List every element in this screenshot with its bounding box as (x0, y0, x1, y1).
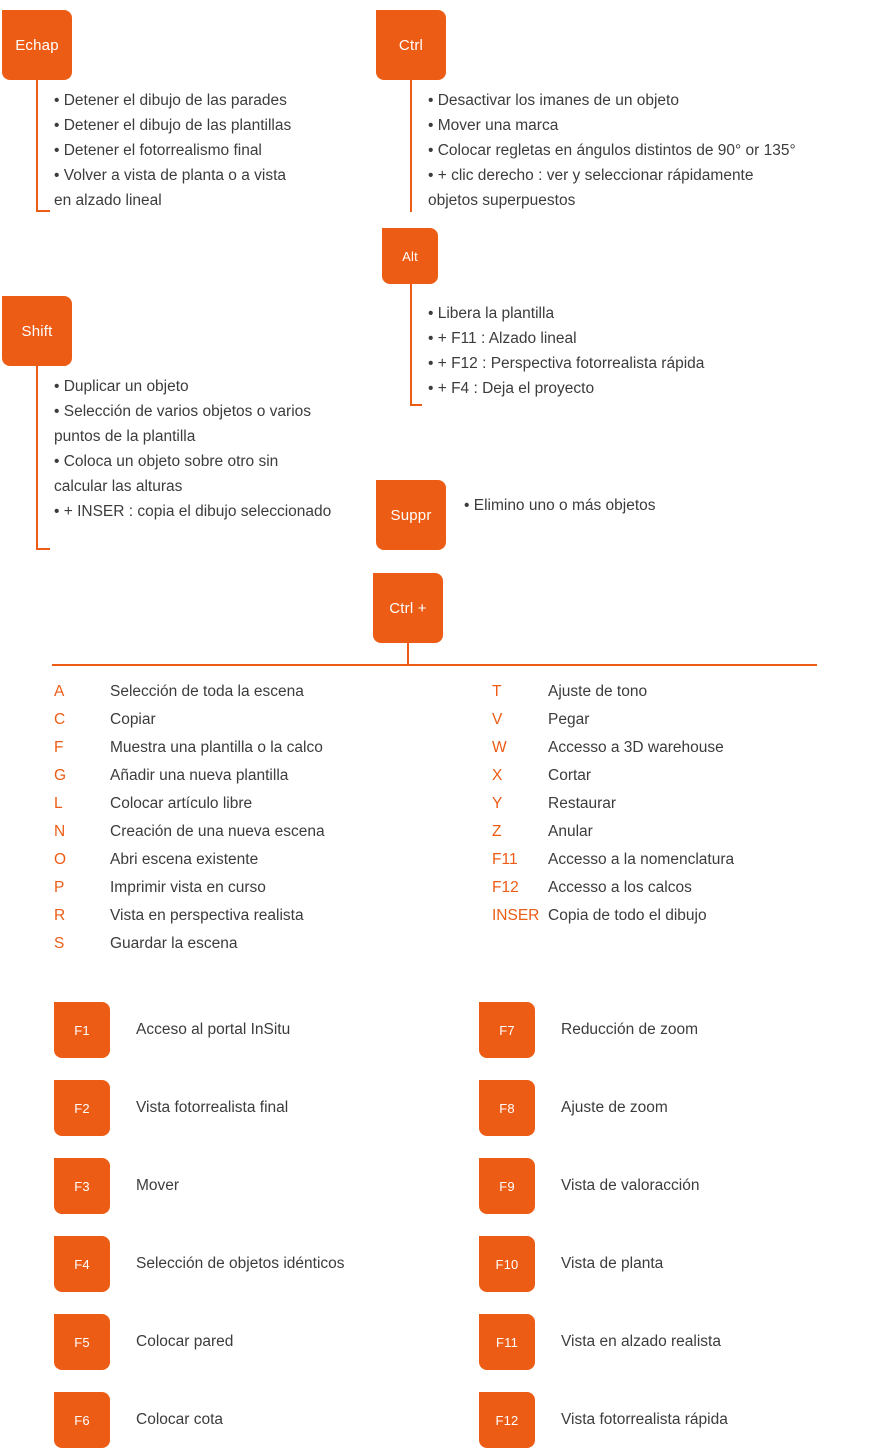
shift-line-1: • Selección de varios objetos o varios (54, 403, 312, 420)
fkey-item (479, 1158, 699, 1214)
shortcut-key: O (54, 851, 67, 868)
shortcut-key: V (492, 711, 503, 728)
shortcut-key: L (54, 795, 63, 812)
shortcut-desc: Restaurar (548, 795, 617, 812)
fkey-label: Ajuste de zoom (561, 1099, 668, 1116)
key-echap: Echap (2, 10, 72, 80)
shortcut-desc: Pegar (548, 711, 590, 728)
shortcut-row (54, 879, 454, 907)
ctrl-line-4: objetos superpuestos (428, 192, 576, 209)
shortcut-row (492, 879, 872, 907)
fkey-label: Vista de valoracción (561, 1177, 700, 1194)
ctrl-plus-left-column (54, 683, 454, 963)
shortcut-row (492, 711, 872, 739)
shortcut-desc: Selección de toda la escena (110, 683, 304, 700)
shortcut-key: F12 (492, 879, 519, 896)
fkey-item (54, 1392, 223, 1448)
shortcut-desc: Abri escena existente (110, 851, 259, 868)
ctrl-line-1: • Mover una marca (428, 117, 559, 134)
shortcut-key: W (492, 739, 507, 756)
shortcut-row (492, 795, 872, 823)
shortcut-key: R (54, 907, 66, 924)
shortcut-desc: Copia de todo el dibujo (548, 907, 707, 924)
shortcut-row (492, 851, 872, 879)
key-f5: F5 (54, 1314, 110, 1370)
shortcut-key: N (54, 823, 66, 840)
alt-line-3: • + F4 : Deja el proyecto (428, 380, 595, 397)
fkey-label: Colocar cota (136, 1411, 224, 1428)
shortcut-key: A (54, 683, 65, 700)
ctrl-line-0: • Desactivar los imanes de un objeto (428, 92, 679, 109)
shortcut-key: T (492, 683, 502, 700)
fkey-item (54, 1236, 345, 1292)
key-f9: F9 (479, 1158, 535, 1214)
suppr-bullets (464, 493, 844, 518)
fkey-label: Vista de planta (561, 1255, 664, 1272)
shortcut-desc: Accesso a la nomenclatura (548, 851, 735, 868)
ctrl-plus-divider (52, 664, 817, 666)
key-f7: F7 (479, 1002, 535, 1058)
ctrl-plus-right-column (492, 683, 872, 935)
fkey-item (54, 1158, 179, 1214)
shortcut-row (54, 767, 454, 795)
shortcut-row (54, 935, 454, 963)
fkey-item (479, 1314, 721, 1370)
shift-line-3: • Coloca un objeto sobre otro sin (54, 453, 279, 470)
shortcut-desc: Accesso a los calcos (548, 879, 692, 896)
alt-line-2: • + F12 : Perspectiva fotorrealista rápida (428, 355, 705, 372)
echap-line-1: • Detener el dibujo de las plantillas (54, 117, 292, 134)
shift-line-4: calcular las alturas (54, 478, 183, 495)
ctrl-line-3: • + clic derecho : ver y seleccionar rápidamente (428, 167, 754, 184)
fkey-item (479, 1392, 728, 1448)
shortcut-key: C (54, 711, 66, 728)
shortcut-desc: Vista en perspectiva realista (110, 907, 304, 924)
connector-ctrl (410, 80, 412, 212)
fkey-item (54, 1080, 288, 1136)
shift-line-5: • + INSER : copia el dibujo seleccionado (54, 503, 332, 520)
fkey-label: Vista en alzado realista (561, 1333, 721, 1350)
shortcut-row (492, 767, 872, 795)
shortcut-desc: Accesso a 3D warehouse (548, 739, 724, 756)
fkey-label: Mover (136, 1177, 180, 1194)
key-f11: F11 (479, 1314, 535, 1370)
shortcut-desc: Añadir una nueva plantilla (110, 767, 289, 784)
fkey-label: Vista fotorrealista final (136, 1099, 289, 1116)
connector-shift (36, 366, 38, 550)
shortcut-row (54, 711, 454, 739)
fkey-item (54, 1002, 290, 1058)
key-f10: F10 (479, 1236, 535, 1292)
shortcut-key: F11 (492, 851, 518, 868)
key-alt: Alt (382, 228, 438, 284)
shortcut-row (492, 823, 872, 851)
shortcut-key: Z (492, 823, 502, 840)
shortcut-row (54, 683, 454, 711)
echap-bullets (54, 88, 384, 213)
fkey-label: Selección de objetos idénticos (136, 1255, 345, 1272)
shortcut-key: S (54, 935, 65, 952)
shortcut-row (54, 851, 454, 879)
echap-line-0: • Detener el dibujo de las parades (54, 92, 287, 109)
connector-alt-foot (410, 404, 422, 406)
shortcut-desc: Imprimir vista en curso (110, 879, 266, 896)
shortcut-key: P (54, 879, 65, 896)
ctrl-bullets (428, 88, 878, 213)
key-f2: F2 (54, 1080, 110, 1136)
key-ctrl-plus: Ctrl + (373, 573, 443, 643)
shortcut-row (54, 823, 454, 851)
key-ctrl: Ctrl (376, 10, 446, 80)
echap-line-4: en alzado lineal (54, 192, 162, 209)
shortcut-desc: Colocar artículo libre (110, 795, 253, 812)
shortcut-desc: Anular (548, 823, 593, 840)
shift-line-0: • Duplicar un objeto (54, 378, 189, 395)
fkey-item (479, 1236, 663, 1292)
key-f12: F12 (479, 1392, 535, 1448)
key-f4: F4 (54, 1236, 110, 1292)
connector-alt (410, 284, 412, 406)
shortcut-row (492, 683, 872, 711)
echap-line-2: • Detener el fotorrealismo final (54, 142, 262, 159)
shortcut-desc: Cortar (548, 767, 592, 784)
shortcut-row (492, 739, 872, 767)
shortcut-key: F (54, 739, 64, 756)
alt-line-1: • + F11 : Alzado lineal (428, 330, 577, 347)
shortcut-desc: Guardar la escena (110, 935, 238, 952)
fkey-label: Colocar pared (136, 1333, 234, 1350)
suppr-line-0: • Elimino uno o más objetos (464, 497, 656, 514)
key-f3: F3 (54, 1158, 110, 1214)
fkey-label: Acceso al portal InSitu (136, 1021, 291, 1038)
fkey-item (54, 1314, 233, 1370)
shortcut-row (54, 795, 454, 823)
fkey-item (479, 1002, 698, 1058)
fkey-label: Reducción de zoom (561, 1021, 698, 1038)
echap-line-3: • Volver a vista de planta o a vista (54, 167, 287, 184)
shortcut-key: G (54, 767, 67, 784)
shortcut-row (54, 739, 454, 767)
shortcut-row (492, 907, 872, 935)
alt-bullets (428, 301, 868, 401)
shift-bullets (54, 374, 394, 524)
key-f8: F8 (479, 1080, 535, 1136)
connector-shift-foot (36, 548, 50, 550)
key-suppr: Suppr (376, 480, 446, 550)
shortcut-key: Y (492, 795, 503, 812)
key-f6: F6 (54, 1392, 110, 1448)
shortcut-desc: Ajuste de tono (548, 683, 648, 700)
key-shift: Shift (2, 296, 72, 366)
fkey-label: Vista fotorrealista rápida (561, 1411, 728, 1428)
shortcut-row (54, 907, 454, 935)
connector-echap-foot (36, 210, 50, 212)
shortcut-key: INSER (492, 907, 540, 924)
key-f1: F1 (54, 1002, 110, 1058)
shortcut-key: X (492, 767, 503, 784)
shift-line-2: puntos de la plantilla (54, 428, 196, 445)
shortcut-desc: Creación de una nueva escena (110, 823, 325, 840)
fkey-item (479, 1080, 668, 1136)
alt-line-0: • Libera la plantilla (428, 305, 555, 322)
connector-ctrl-plus (407, 643, 409, 665)
shortcut-desc: Muestra una plantilla o la calco (110, 739, 323, 756)
shortcut-desc: Copiar (110, 711, 156, 728)
ctrl-line-2: • Colocar regletas en ángulos distintos de 90° or 135° (428, 142, 796, 159)
connector-echap (36, 80, 38, 212)
